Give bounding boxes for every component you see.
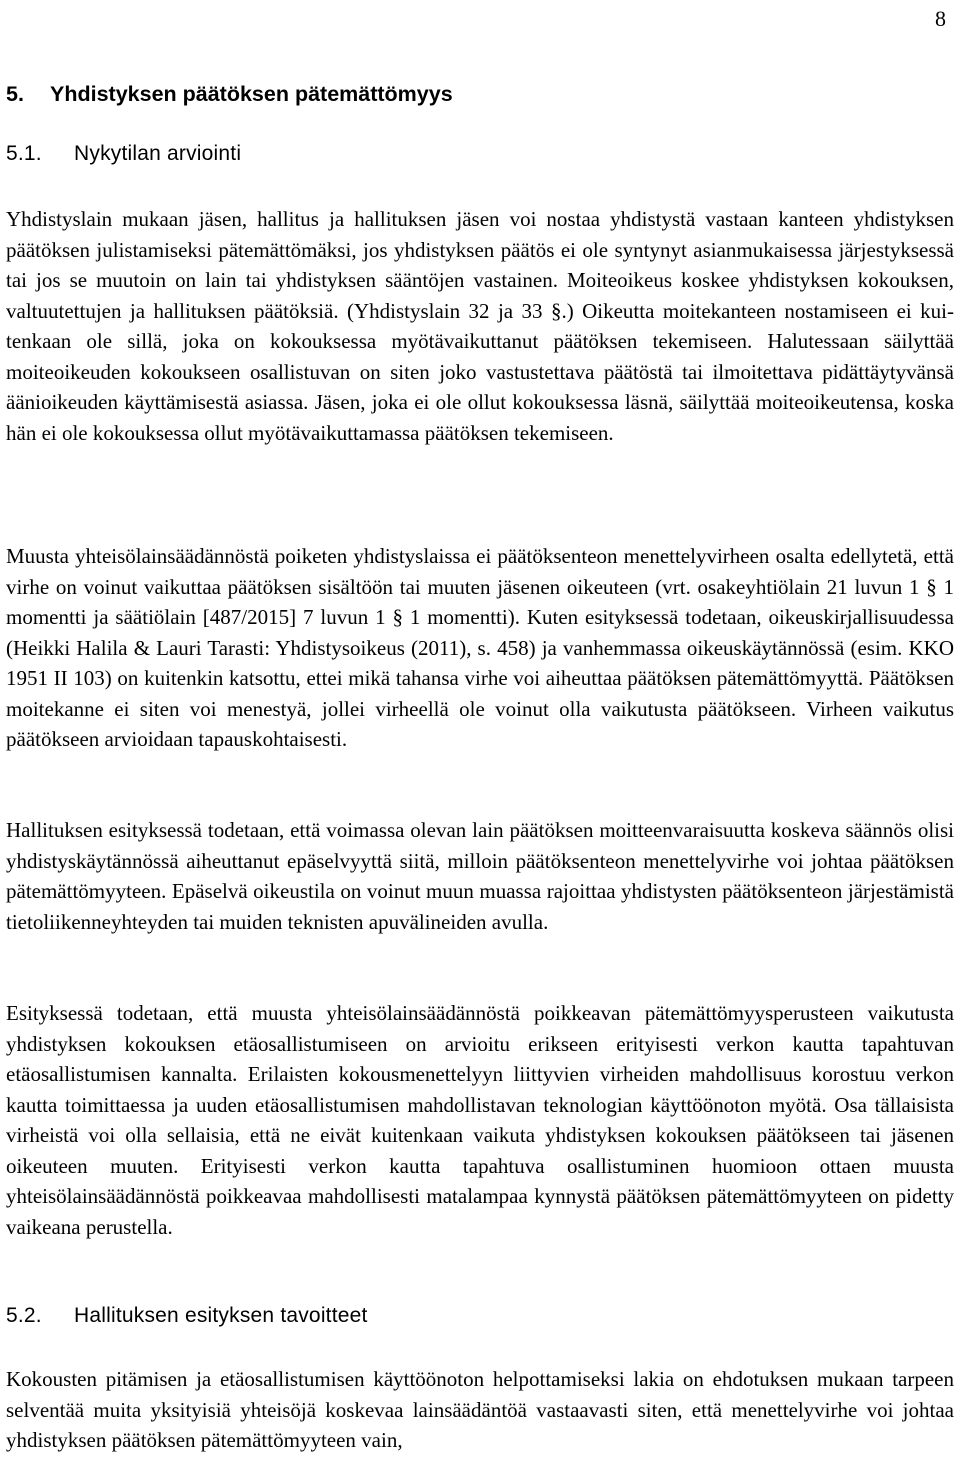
paragraph-5: Kokousten pitämisen ja etäosallistumisen käyttöönoton helpottamiseksi lakia on ehdotuksen mukaan tarpeen selventää muita yksityisiä yhteisöjä koskevaa lainsäädäntöä vastaavasti siten, että menettelyvirhe voi johtaa yhdistyksen päätöksen pätemättömyyteen vain, bbox=[6, 1367, 954, 1452]
subsection-heading-5-1 bbox=[6, 140, 241, 168]
section-title: Yhdistyksen päätöksen pätemättömyys bbox=[50, 82, 453, 106]
subsection-title: Nykytilan arviointi bbox=[74, 142, 242, 165]
section-heading bbox=[6, 80, 453, 108]
subsection-heading-5-2 bbox=[6, 1302, 368, 1330]
paragraph-2: Muusta yhteisölainsäädännöstä poiketen yhdistyslaissa ei päätöksenteon menettelyvirheen osalta edellytetä, että virhe on voinut vaikuttaa päätöksen sisältöön tai muuten jäsenen oikeuteen (vrt. osakeyhtiölain 21 luvun 1 § 1 momentti ja säätiölain [487/2015] 7 luvun 1 § 1 momentti). Kuten esityksessä todetaan, oikeuskirjallisuudessa (Heikki Halila & Lauri Tarasti: Yhdistysoikeus (2011), s. 458) ja vanhemmassa oikeuskäytännössä (esim. KKO 1951 II 103) on kuitenkin katsottu, ettei mikä tahansa virhe voi aiheuttaa päätöksen pätemättömyyttä. Päätöksen moitekanne ei siten voi menestyä, jollei virheellä ole voinut olla vaikutusta päätökseen. Virheen vaikutus päätökseen arvioidaan tapauskohtaisesti. bbox=[6, 544, 954, 751]
paragraph-1: Yhdistyslain mukaan jäsen, hallitus ja hallituksen jäsen voi nostaa yhdistystä vastaan kanteen yhdistyksen päätöksen julistamiseksi pätemättömäksi, jos yhdistyksen päätös ei ole syntynyt asianmukaisessa järjestyksessä tai jos se muutoin on lain tai yhdistyksen sääntöjen vastainen. Moiteoikeus koskee yhdistyksen kokouksen, valtuutettujen ja hallituksen päätöksiä. (Yhdistyslain 32 ja 33 §.) Oikeutta moitekanteen nostamiseen ei kuitenkaan ole sillä, joka on kokouksessa myötävaikuttanut päätöksen tekemiseen. Halutessaan säilyttää moiteoikeuden kokoukseen osallistuvan on siten joko vastustettava päätöstä tai ilmoitettava pidättäytyvänsä äänioikeuden käyttämisestä asiassa. Jäsen, joka ei ole ollut kokouksessa läsnä, säilyttää moiteoikeutensa, koska hän ei ole kokouksessa ollut myötävaikuttamassa päätöksen tekemiseen. bbox=[6, 207, 954, 445]
paragraph-3: Hallituksen esityksessä todetaan, että voimassa olevan lain päätöksen moitteenvaraisuutta koskeva säännös olisi yhdistyskäytännössä aiheuttanut epäselvyyttä siitä, milloin päätöksenteon menettelyvirhe voi johtaa päätöksen pätemättömyyteen. Epäselvä oikeustila on voinut muun muassa rajoittaa yhdistysten päätöksenteon järjestämistä tietoliikenneyhteyden tai muiden teknisten apuvälineiden avulla. bbox=[6, 818, 954, 934]
subsection-number: 5.1. bbox=[6, 142, 42, 165]
paragraph-4: Esityksessä todetaan, että muusta yhteisölainsäädännöstä poikkeavan pätemättömyysperusteen vaikutusta yhdistyksen kokouksen etäosallistumiseen on arvioitu erikseen erityisesti verkon kautta tapahtuvan etäosallistumisen kannalta. Erilaisten kokousmenettelyyn liittyvien virheiden mahdollisuus korostuu verkon kautta toimittaessa ja uuden etäosallistumisen mahdollistavan teknologian käyttöönoton myötä. Osa tällaisista virheistä voi olla sellaisia, että ne eivät kuitenkaan vaikuta yhdistyksen kokouksen päätökseen tai jäsenen oikeuteen muuten. Erityisesti verkon kautta tapahtuva osallistuminen huomioon ottaen muusta yhteisölainsäädännöstä poikkeavaa mahdollisesti matalampaa kynnystä päätöksen pätemättömyyteen on pidetty vaikeana perustella. bbox=[6, 1001, 954, 1239]
subsection-title: Hallituksen esityksen tavoitteet bbox=[74, 1304, 368, 1327]
page-number: 8 bbox=[935, 6, 946, 31]
subsection-number: 5.2. bbox=[6, 1304, 42, 1327]
section-number: 5. bbox=[6, 82, 24, 106]
